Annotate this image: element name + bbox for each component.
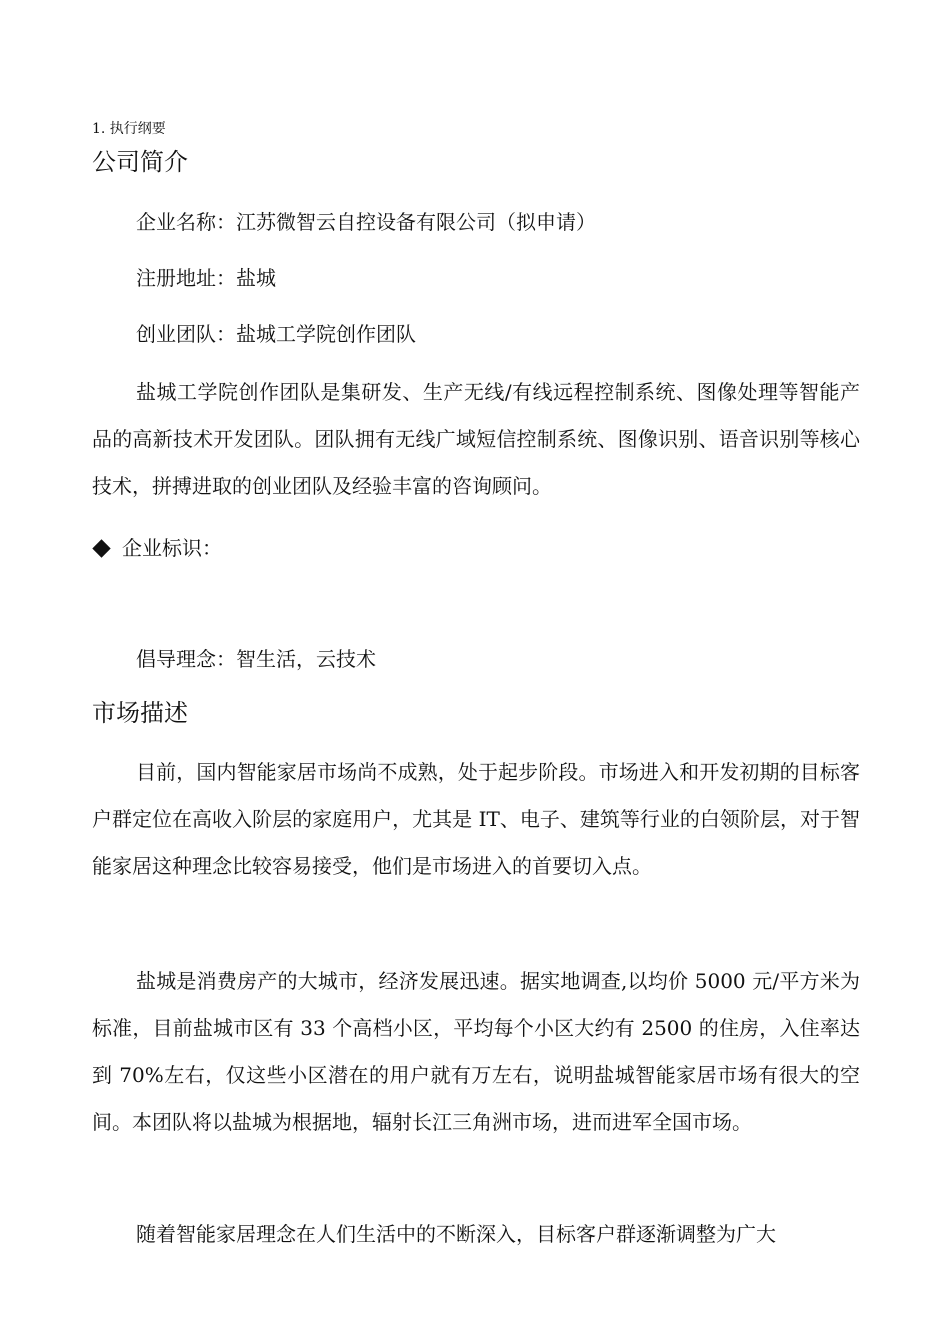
logo-bullet — [92, 538, 222, 558]
team-line: 创业团队：盐城工学院创作团队 — [136, 322, 416, 346]
diamond-bullet-icon — [92, 539, 110, 557]
market-paragraph-2: 盐城是消费房产的大城市，经济发展迅速。据实地调查,以均价 5000 元/平方米为标准，目前盐城市区有 33 个高档小区，平均每个小区大约有 2500 的住房，入住率达到 70%左右，仅这些小区潜在的用户就有万左右，说明盐城智能家居市场有很大的空间。本团队将以盐城为根据地，辐射长江三角洲市场，进而进军全国市场。 — [92, 969, 860, 1134]
market-paragraph-1: 目前，国内智能家居市场尚不成熟，处于起步阶段。市场进入和开发初期的目标客户群定位在高收入阶层的家庭用户，尤其是 IT、电子、建筑等行业的白领阶层，对于智能家居这种理念比较容易接受，他们是市场进入的首要切入点。 — [92, 760, 860, 878]
logo-label: 企业标识： — [122, 536, 222, 560]
registered-address-line: 注册地址：盐城 — [136, 266, 276, 290]
section-number: 1. 执行纲要 — [92, 121, 166, 137]
company-name-line: 企业名称：江苏微智云自控设备有限公司（拟申请） — [136, 210, 596, 234]
team-description: 盐城工学院创作团队是集研发、生产无线/有线远程控制系统、图像处理等智能产品的高新技术开发团队。团队拥有无线广域短信控制系统、图像识别、语音识别等核心技术，拼搏进取的创业团队及经验丰富的咨询顾问。 — [92, 380, 860, 498]
market-heading: 市场描述 — [92, 699, 188, 727]
market-paragraph-3: 随着智能家居理念在人们生活中的不断深入，目标客户群逐渐调整为广大 — [136, 1222, 776, 1246]
slogan-line: 倡导理念：智生活，云技术 — [136, 647, 376, 671]
company-intro-heading: 公司简介 — [92, 148, 188, 176]
